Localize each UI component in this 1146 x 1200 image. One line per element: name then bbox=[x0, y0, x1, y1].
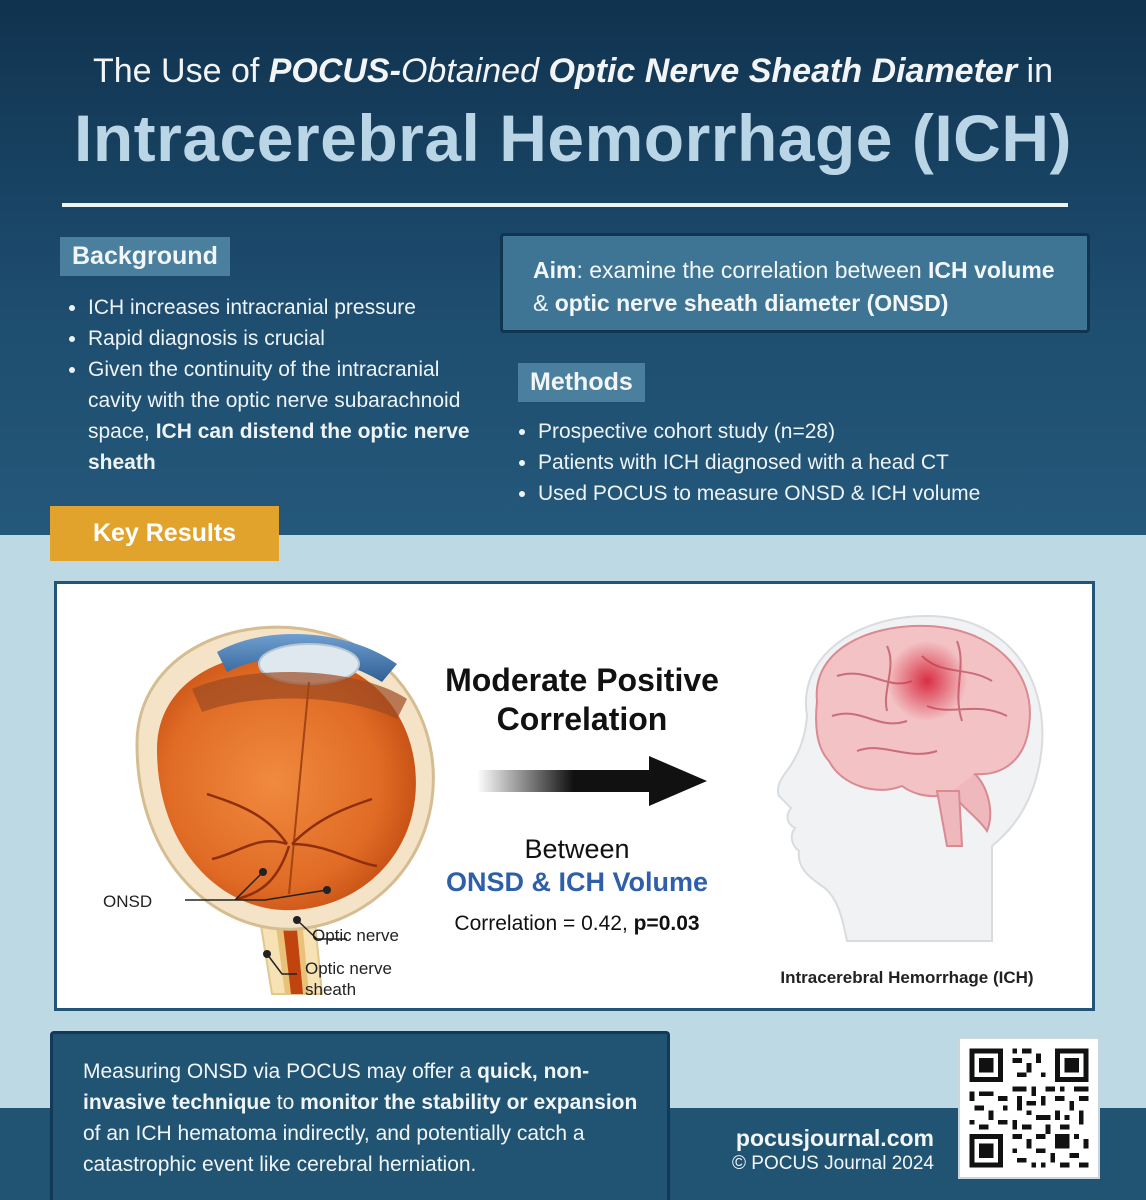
conclusion-text-2: to bbox=[270, 1091, 301, 1114]
p-value: p=0.03 bbox=[633, 912, 700, 935]
between-label: Between bbox=[524, 834, 630, 864]
title-text: The Use of bbox=[93, 52, 269, 90]
conclusion-text-1: Measuring ONSD via POCUS may offer a bbox=[83, 1060, 478, 1083]
footer-site-link[interactable]: pocusjournal.com bbox=[735, 1125, 934, 1151]
results-panel bbox=[54, 581, 1095, 1011]
optic-nerve-sheath-label bbox=[305, 958, 392, 1000]
correlation-stat bbox=[427, 912, 727, 936]
background-bold-text: ICH can distend the optic nerve sheath bbox=[88, 420, 470, 474]
background-list bbox=[60, 292, 488, 478]
background-heading: Background bbox=[60, 237, 230, 276]
aim-text: : examine the correlation between bbox=[576, 257, 929, 283]
methods-list bbox=[510, 416, 1098, 509]
list-item: • Patients with ICH diagnosed with a head CT bbox=[538, 447, 1098, 478]
sheath-label-line1: Optic nerve bbox=[305, 959, 392, 978]
conclusion-text-3: of an ICH hematoma indirectly, and potentially catch a catastrophic event like cerebral herniation. bbox=[83, 1122, 585, 1176]
aim-text-2: & bbox=[533, 290, 555, 316]
headline-line1: Moderate Positive bbox=[445, 662, 719, 698]
between-sub: ONSD & ICH Volume bbox=[445, 867, 709, 897]
headline bbox=[417, 661, 747, 739]
title-onsd: Optic Nerve Sheath Diameter bbox=[548, 52, 1018, 90]
background-text: Given the continuity of the intracranial cavity with the optic nerve subarachnoid space, bbox=[88, 358, 461, 443]
qr-code-icon bbox=[960, 1039, 1098, 1177]
brain-illustration bbox=[737, 596, 1057, 956]
title-pocus: POCUS- bbox=[268, 52, 401, 90]
title-divider bbox=[62, 203, 1068, 207]
eye-illustration bbox=[97, 594, 477, 1004]
methods-heading: Methods bbox=[518, 363, 645, 402]
key-results-heading: Key Results bbox=[50, 506, 279, 561]
brain-caption: Intracerebral Hemorrhage (ICH) bbox=[780, 968, 1034, 987]
page-title: Intracerebral Hemorrhage (ICH) bbox=[74, 101, 1072, 175]
aim-bold-2: optic nerve sheath diameter (ONSD) bbox=[554, 290, 949, 316]
list-item: • Prospective cohort study (n=28) bbox=[538, 416, 1098, 447]
title-line-1 bbox=[0, 52, 1146, 91]
list-item: • Rapid diagnosis is crucial bbox=[88, 323, 488, 354]
list-item: • Used POCUS to measure ONSD & ICH volume bbox=[538, 478, 1098, 509]
sheath-label-line2: sheath bbox=[305, 980, 357, 999]
optic-nerve-label: Optic nerve bbox=[312, 926, 399, 945]
list-item: • ICH increases intracranial pressure bbox=[88, 292, 488, 323]
footer-copyright: © POCUS Journal 2024 bbox=[732, 1153, 934, 1174]
aim-bold-1: ICH volume bbox=[928, 257, 1055, 283]
headline-line2: Correlation bbox=[496, 701, 668, 737]
correlation-text: Correlation = 0.42, bbox=[454, 912, 634, 935]
arrow-icon bbox=[477, 756, 707, 806]
conclusion-box bbox=[50, 1031, 670, 1200]
aim-label: Aim bbox=[533, 257, 577, 283]
qr-code[interactable] bbox=[958, 1037, 1100, 1179]
list-item bbox=[88, 354, 488, 478]
aim-box bbox=[500, 233, 1090, 333]
onsd-label: ONSD bbox=[103, 892, 153, 911]
conclusion-bold-1: quick, non-invasive technique bbox=[83, 1060, 590, 1114]
conclusion-bold-2: monitor the stability or expansion bbox=[300, 1091, 638, 1114]
title-in: in bbox=[1017, 52, 1053, 90]
title-obtained: Obtained bbox=[400, 52, 549, 90]
